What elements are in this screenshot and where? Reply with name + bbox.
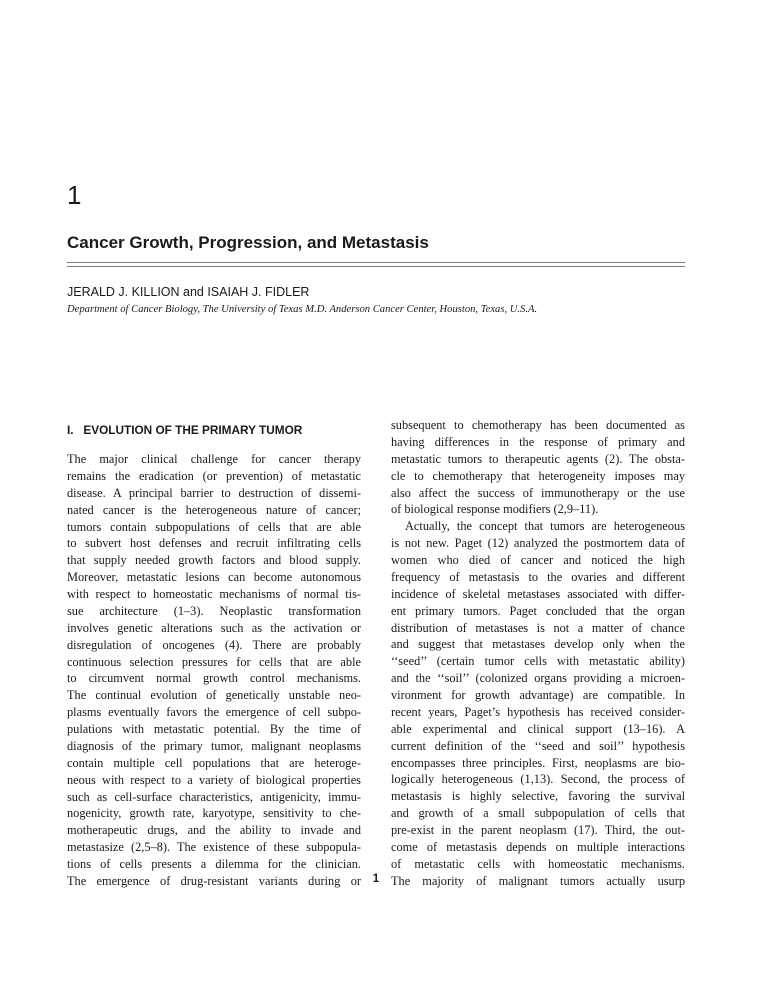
body-line: pulations with metastatic potential. By the time of xyxy=(67,722,361,736)
body-line: of metastatic cells with homeostatic mechanisms. xyxy=(391,856,685,871)
body-line: and growth of a small subpopulation of cells that xyxy=(391,806,685,821)
body-line: with respect to homeostatic mechanisms of normal tis- xyxy=(67,587,361,601)
title-double-rule xyxy=(67,262,685,267)
body-line: continuous selection pressures for cells that are able xyxy=(67,654,361,669)
body-line: Moreover, metastatic lesions can become autonomous xyxy=(67,570,361,585)
body-line: to subvert host defenses and recruit infiltrating cells xyxy=(67,536,361,551)
body-line: contain multiple cell populations that are heteroge- xyxy=(67,755,361,770)
body-line: distribution of metastases is not a matter of chance xyxy=(391,620,685,635)
body-line: ‘‘seed’’ (certain tumor cells with metastatic ability) xyxy=(391,654,685,669)
body-line: tumors contain subpopulations of cells that are able xyxy=(67,519,361,534)
body-line: nogenicity, growth rate, karyotype, sensitivity to che- xyxy=(67,806,361,821)
body-line: pre-exist in the parent neoplasm (17). Third, the out- xyxy=(391,823,685,837)
body-line: able experimental and clinical support (13–16). A xyxy=(391,721,685,736)
body-line: to circumvent normal growth control mechanisms. xyxy=(67,671,361,686)
body-line: logically heterogeneous (1,13). Second, the process of xyxy=(391,772,685,787)
body-line: current definition of the ‘‘seed and soil’’ hypothesis xyxy=(391,738,685,753)
body-line: motherapeutic drugs, and the ability to invade and xyxy=(67,823,361,838)
body-line: frequency of metastasis to the ovaries and different xyxy=(391,569,685,584)
body-line: tions of cells presents a dilemma for the clinician. xyxy=(67,857,361,871)
chapter-title: Cancer Growth, Progression, and Metastasis xyxy=(67,233,429,252)
body-line: disregulation of oncogenes (4). There are probably xyxy=(67,637,361,652)
body-right-column xyxy=(391,417,685,890)
body-line: The majority of malignant tumors actually usurp xyxy=(391,873,685,888)
body-line: vironment for growth advantage) are compatible. In xyxy=(391,688,685,702)
body-line: come of metastasis depends on multiple interactions xyxy=(391,839,685,854)
body-line: and the ‘‘soil’’ (colonized organs providing a microen- xyxy=(391,671,685,686)
body-line: disease. A principal barrier to destruction of dissemi- xyxy=(67,485,361,500)
body-line: The continual evolution of genetically unstable neo- xyxy=(67,688,361,703)
body-line: having differences in the response of primary and xyxy=(391,434,685,449)
body-line: also affect the success of immunotherapy or the use xyxy=(391,485,685,500)
section-heading: I. EVOLUTION OF THE PRIMARY TUMOR xyxy=(67,423,303,437)
body-line: The emergence of drug-resistant variants during or xyxy=(67,873,361,888)
body-line: plasms eventually favors the emergence of cell subpo- xyxy=(67,705,361,720)
page-number: 1 xyxy=(372,873,380,885)
body-line: incidence of skeletal metastases associated with differ- xyxy=(391,586,685,601)
chapter-authors: JERALD J. KILLION and ISAIAH J. FIDLER xyxy=(67,285,310,299)
body-line: is not new. Paget (12) analyzed the postmortem data of xyxy=(391,536,685,551)
body-line: neous with respect to a variety of biological properties xyxy=(67,772,361,787)
body-line: that supply needed growth factors and blood supply. xyxy=(67,553,361,568)
body-line: women who died of cancer and noticed the high xyxy=(391,553,685,567)
chapter-number: 1 xyxy=(67,180,82,210)
body-line: metastasis is highly selective, favoring the survival xyxy=(391,789,685,804)
body-line: remains the eradication (or prevention) of metastatic xyxy=(67,468,361,483)
body-line: diagnosis of the primary tumor, malignant neoplasms xyxy=(67,738,361,753)
body-line: metastatic tumors to therapeutic agents (2). The obsta- xyxy=(391,451,685,466)
body-line: encompasses three principles. First, neoplasms are bio- xyxy=(391,755,685,770)
body-line: such as cell-surface characteristics, antigenicity, immu- xyxy=(67,789,361,804)
body-line: of biological response modifiers (2,9–11). xyxy=(391,502,599,517)
body-line: nated cancer is the heterogeneous nature of cancer; xyxy=(67,502,361,517)
body-line: The major clinical challenge for cancer therapy xyxy=(67,452,361,466)
author-affiliation: Department of Cancer Biology, The University of Texas M.D. Anderson Cancer Center, Houston, Texas, U.S.A. xyxy=(67,304,538,315)
body-line: ent primary tumors. Paget concluded that the organ xyxy=(391,603,685,618)
body-line: cle to chemotherapy that heterogeneity imposes may xyxy=(391,468,685,483)
body-line: sue architecture (1–3). Neoplastic transformation xyxy=(67,603,361,618)
body-left-column xyxy=(67,451,361,890)
body-line: involves genetic alterations such as the activation or xyxy=(67,620,361,635)
body-line: and suggest that metastases develop only when the xyxy=(391,637,685,652)
body-line: metastasize (2,5–8). The existence of these subpopula- xyxy=(67,840,361,855)
body-line: recent years, Paget’s hypothesis has received consider- xyxy=(391,704,685,719)
body-line: Actually, the concept that tumors are heterogeneous xyxy=(405,519,685,534)
body-line: subsequent to chemotherapy has been documented as xyxy=(391,418,685,432)
